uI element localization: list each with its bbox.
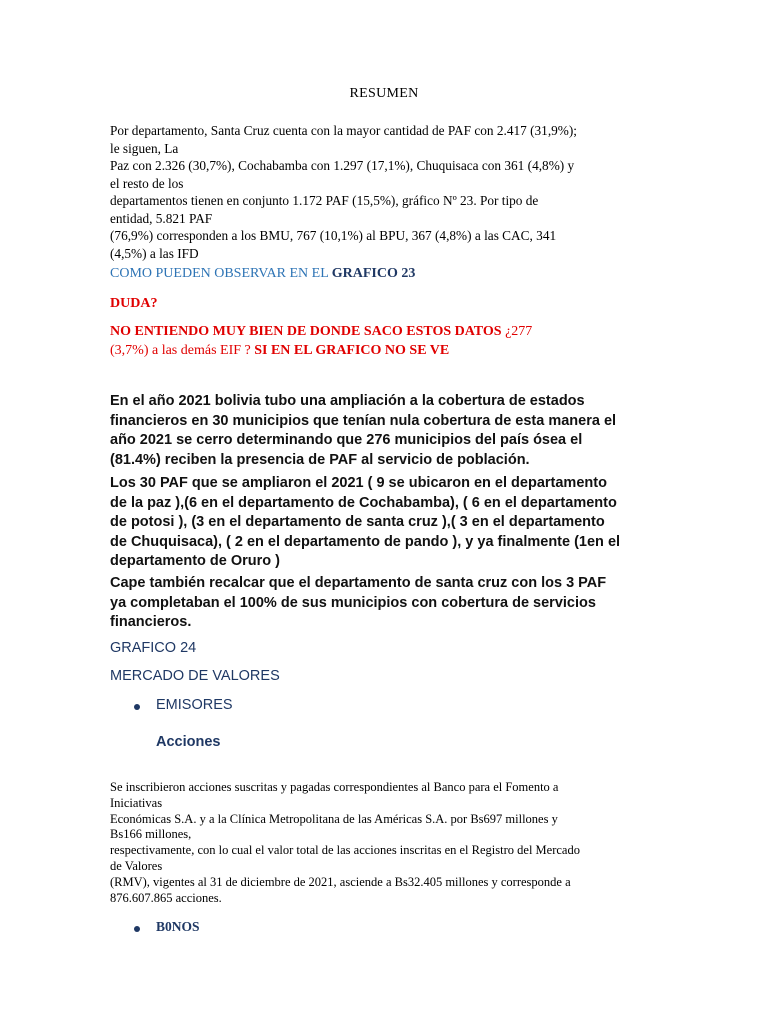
resumen-line: Paz con 2.326 (30,7%), Cochabamba con 1.297 (17,1%), Chuquisaca con 361 (4,8%) y: [110, 158, 575, 173]
observe-note: [110, 266, 415, 282]
cobertura-line: Cape también recalcar que el departamento de santa cruz con los 3 PAF: [110, 575, 607, 591]
cobertura-line: (81.4%) reciben la presencia de PAF al servicio de población.: [110, 451, 530, 468]
acciones-line: de Valores: [110, 858, 163, 873]
question-note: [110, 322, 658, 360]
bonos-heading: B0NOS: [156, 919, 200, 934]
acciones-line: Bs166 millones,: [110, 827, 192, 842]
resumen-paragraph: [110, 122, 658, 262]
acciones-paragraph: [110, 780, 658, 906]
acciones-line: Económicas S.A. y a la Clínica Metropolitana de las Américas S.A. por Bs697 millones y: [110, 811, 558, 826]
emisores-heading: EMISORES: [156, 697, 233, 713]
cobertura-line: financieros en 30 municipios que tenían nula cobertura de esta manera el: [110, 412, 617, 429]
cobertura-line: de potosi ), (3 en el departamento de santa cruz ),( 3 en el departamento: [110, 514, 605, 530]
observe-grafico: GRAFICO 23: [331, 266, 416, 281]
cobertura-line: ya completaban el 100% de sus municipios con cobertura de servicios: [110, 594, 596, 611]
resumen-line: (4,5%) a las IFD: [110, 245, 199, 261]
acciones-line: Iniciativas: [110, 795, 163, 810]
cobertura-paragraph-2: [110, 474, 658, 572]
acciones-line: (RMV), vigentes al 31 de diciembre de 2021, asciende a Bs32.405 millones y corresponde a: [110, 874, 571, 889]
question-plain: (3,7%) a las demás EIF ?: [110, 343, 255, 358]
cobertura-line: financieros.: [110, 614, 192, 630]
resumen-line: el resto de los: [110, 175, 184, 191]
question-bold-2: SI EN EL GRAFICO NO SE VE: [254, 343, 450, 358]
resumen-title: RESUMEN: [349, 86, 419, 101]
resumen-line: le siguen, La: [110, 140, 179, 156]
acciones-line: respectivamente, con lo cual el valor total de las acciones inscritas en el Registro del Mercado: [110, 843, 580, 858]
acciones-line: Se inscribieron acciones suscritas y pagadas correspondientes al Banco para el Fomento a: [110, 780, 559, 794]
resumen-line: Por departamento, Santa Cruz cuenta con la mayor cantidad de PAF con 2.417 (31,9%);: [110, 123, 577, 138]
acciones-line: 876.607.865 acciones.: [110, 890, 222, 905]
cobertura-line: En el año 2021 bolivia tubo una ampliación a la cobertura de estados: [110, 393, 585, 409]
cobertura-paragraph-1: [110, 392, 658, 470]
cobertura-line: de Chuquisaca), ( 2 en el departamento de pando ), y ya finalmente (1en el: [110, 533, 621, 550]
acciones-heading: Acciones: [156, 734, 221, 750]
resumen-line: departamentos tienen en conjunto 1.172 PAF (15,5%), gráfico Nº 23. Por tipo de: [110, 193, 539, 208]
question-bold: NO ENTIENDO MUY BIEN DE DONDE SACO ESTOS DATOS: [110, 324, 506, 339]
resumen-line: entidad, 5.821 PAF: [110, 210, 213, 226]
duda-heading: DUDA?: [110, 296, 158, 311]
cobertura-line: departamento de Oruro ): [110, 553, 280, 569]
observe-text: COMO PUEDEN OBSERVAR EN EL: [110, 266, 332, 281]
cobertura-line: Los 30 PAF que se ampliaron el 2021 ( 9 se ubicaron en el departamento: [110, 475, 607, 491]
resumen-line: (76,9%) corresponden a los BMU, 767 (10,1%) al BPU, 367 (4,8%) a las CAC, 341: [110, 228, 557, 243]
bullet-icon: [134, 926, 140, 932]
cobertura-line: de la paz ),(6 en el departamento de Cochabamba), ( 6 en el departamento: [110, 494, 617, 511]
cobertura-line: año 2021 se cerro determinando que 276 municipios del país ósea el: [110, 432, 583, 448]
cobertura-paragraph-3: [110, 574, 658, 633]
grafico-24-heading: GRAFICO 24: [110, 640, 197, 656]
question-rest: ¿277: [505, 324, 533, 339]
mercado-heading: MERCADO DE VALORES: [110, 668, 280, 684]
bullet-icon: [134, 704, 140, 710]
